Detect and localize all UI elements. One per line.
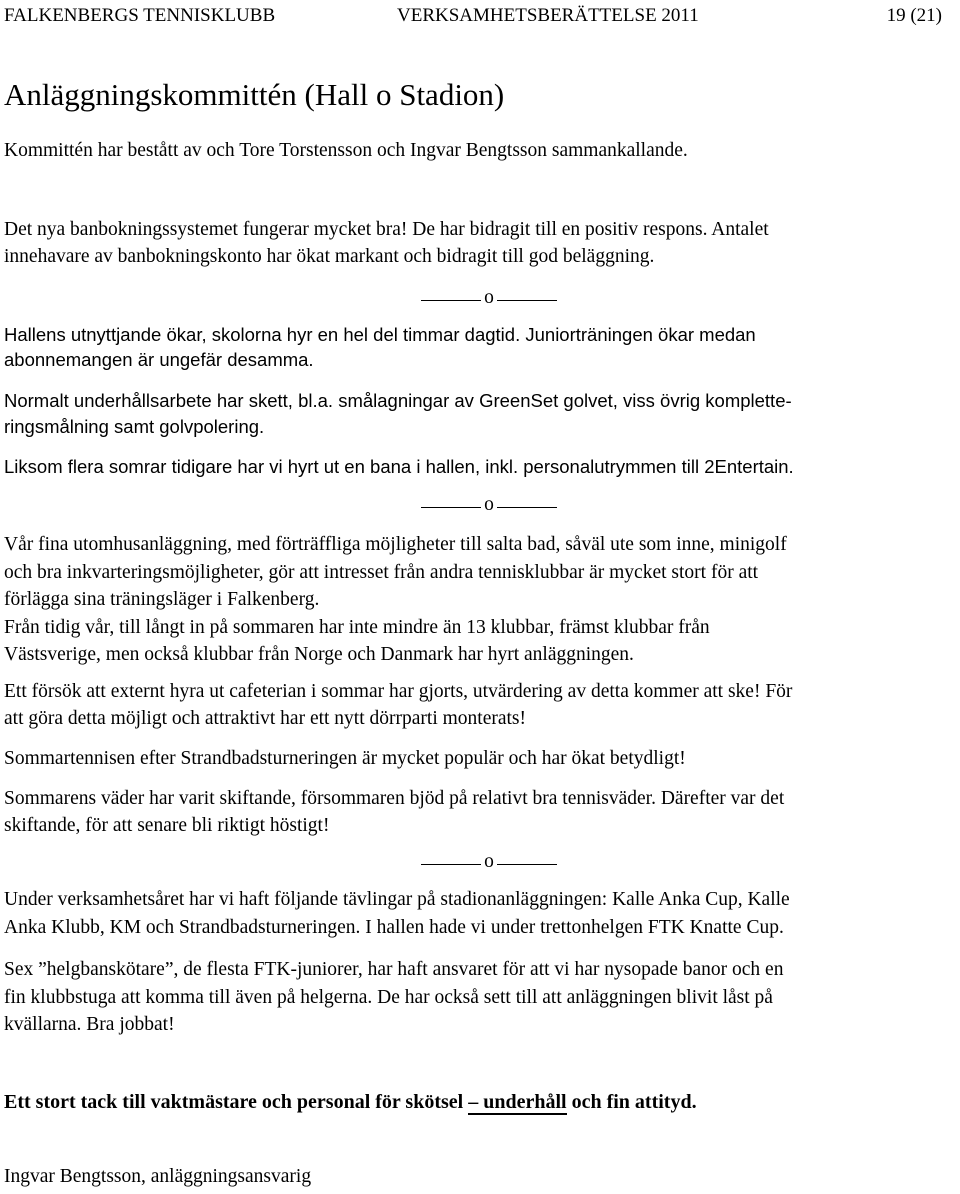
outdoor-p3-line-2: att göra detta möjligt och attraktivt har ett nytt dörrparti monterats!: [4, 708, 527, 729]
outdoor-p1-line-1: Vår fina utomhusanläggning, med förträffliga möjligheter till salta bad, såväl ute som inne, minigolf: [4, 534, 787, 555]
divider-glyph: o: [484, 287, 494, 308]
signature: Ingvar Bengtsson, anläggningsansvarig: [4, 1166, 312, 1187]
thanks-text-before: Ett stort tack till vaktmästare och personal för skötsel: [4, 1091, 469, 1113]
header-page-number: 19 (21): [886, 5, 942, 26]
divider-line-left: [421, 864, 481, 865]
outdoor-p1-line-2: och bra inkvarteringsmöjligheter, gör att intresset från andra tennisklubbar är mycket stort för att: [4, 562, 759, 583]
outdoor-p1-line-3: förlägga sina träningsläger i Falkenberg.: [4, 589, 320, 610]
divider-glyph: o: [484, 851, 494, 872]
header-club-name: FALKENBERGS TENNISKLUBB: [4, 5, 276, 26]
hall-usage-line-2: abonnemangen är ungefär desamma.: [4, 349, 314, 370]
outdoor-p3-line-1: Ett försök att externt hyra ut cafeterian i sommar har gjorts, utvärdering av detta kommer att ske! För: [4, 681, 793, 702]
thanks-text-underlined: – underhåll: [468, 1091, 567, 1113]
competitions-p1-line-1: Under verksamhetsåret har vi haft följande tävlingar på stadionanläggningen: Kalle Anka Cup, Kalle: [4, 889, 790, 910]
divider-line-right: [497, 300, 557, 301]
section-title: Anläggningskommittén (Hall o Stadion): [4, 77, 505, 112]
hall-maintenance-line-2: ringsmålning samt golvpolering.: [4, 416, 265, 437]
divider-line-left: [421, 300, 481, 301]
divider-glyph: o: [484, 494, 494, 515]
page-header: [4, 4, 942, 28]
outdoor-p2-line-1: Från tidig vår, till långt in på sommaren har inte mindre än 13 klubbar, främst klubbar från: [4, 617, 710, 638]
competitions-p1-line-2: Anka Klubb, KM och Strandbadsturneringen. I hallen hade vi under trettonhelgen FTK Knatte Cup.: [4, 917, 784, 938]
outdoor-p5-line-1: Sommarens väder har varit skiftande, försommaren bjöd på relativt bra tennisväder. Därefter var det: [4, 788, 785, 809]
competitions-p2-line-2: fin klubbstuga att komma till även på helgerna. De har också sett till att anläggningen blivit låst på: [4, 987, 773, 1008]
divider-line-left: [421, 507, 481, 508]
outdoor-p5-line-2: skiftande, för att senare bli riktigt höstigt!: [4, 815, 330, 836]
divider-line-right: [497, 864, 557, 865]
intro-paragraph: Kommittén har bestått av och Tore Torstensson och Ingvar Bengtsson sammankallande.: [4, 140, 688, 161]
hall-usage-line-1: Hallens utnyttjande ökar, skolorna hyr en hel del timmar dagtid. Juniorträningen ökar medan: [4, 324, 756, 345]
competitions-p2-line-1: Sex ”helgbanskötare”, de flesta FTK-juniorer, har haft ansvaret för att vi har nysopade banor och en: [4, 959, 784, 980]
booking-line-2: innehavare av banbokningskonto har ökat markant och bidragit till god beläggning.: [4, 246, 655, 267]
booking-line-1: Det nya banbokningssystemet fungerar mycket bra! De har bidragit till en positiv respons. Antalet: [4, 219, 769, 240]
section-divider: [415, 491, 563, 518]
hall-rental: Liksom flera somrar tidigare har vi hyrt ut en bana i hallen, inkl. personalutrymmen till 2Entertain.: [4, 456, 794, 477]
header-report-title: VERKSAMHETSBERÄTTELSE 2011: [397, 5, 699, 26]
thanks-text-after: och fin attityd.: [566, 1091, 697, 1113]
competitions-p2-line-3: kvällarna. Bra jobbat!: [4, 1014, 175, 1035]
thanks-statement: [4, 1089, 952, 1116]
divider-line-right: [497, 507, 557, 508]
section-divider: [415, 848, 563, 875]
outdoor-p2-line-2: Västsverige, men också klubbar från Norge och Danmark har hyrt anläggningen.: [4, 644, 634, 665]
hall-maintenance-line-1: Normalt underhållsarbete har skett, bl.a. smålagningar av GreenSet golvet, viss övrig komplette-: [4, 390, 792, 411]
section-divider: [415, 284, 563, 311]
outdoor-p4: Sommartennisen efter Strandbadsturneringen är mycket populär och har ökat betydligt!: [4, 748, 686, 769]
